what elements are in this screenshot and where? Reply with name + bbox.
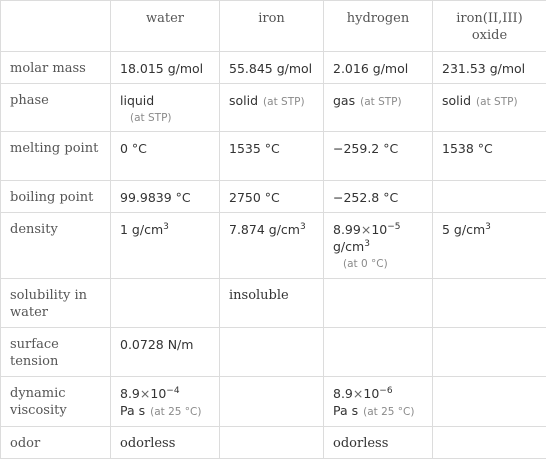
cell-water-boiling-point: 99.9839 °C xyxy=(111,181,220,213)
cell-water-dynamic-viscosity xyxy=(111,377,220,427)
row-label-melting-point: melting point xyxy=(1,132,111,181)
cell-iron-oxide-dynamic-viscosity xyxy=(433,377,546,427)
cell-water-melting-point: 0 °C xyxy=(111,132,220,181)
cell-water-odor: odorless xyxy=(111,427,220,459)
row-label-surface-tension: surface tension xyxy=(1,328,111,377)
row-solubility xyxy=(1,279,546,328)
row-phase xyxy=(1,84,546,132)
cell-iron-molar-mass: 55.845 g/mol xyxy=(220,52,324,84)
row-label-molar-mass: molar mass xyxy=(1,52,111,84)
cell-iron-oxide-odor xyxy=(433,427,546,459)
density-unit: g/cm xyxy=(333,239,365,254)
row-density xyxy=(1,213,546,279)
power-exponent: −5 xyxy=(387,222,401,233)
row-label-solubility: solubility in water xyxy=(1,279,111,328)
cell-iron-boiling-point: 2750 °C xyxy=(220,181,324,213)
power-exponent: −4 xyxy=(166,386,180,397)
column-header-iron-oxide: iron(II,III) oxide xyxy=(433,1,546,52)
cell-water-molar-mass: 18.015 g/mol xyxy=(111,52,220,84)
unit-exponent: 3 xyxy=(163,222,169,233)
row-label-dynamic-viscosity: dynamic viscosity xyxy=(1,377,111,427)
cell-iron-oxide-melting-point: 1538 °C xyxy=(433,132,546,181)
cell-hydrogen-phase xyxy=(324,84,433,132)
cell-iron-dynamic-viscosity xyxy=(220,377,324,427)
viscosity-unit: Pa s xyxy=(333,403,359,418)
cell-iron-oxide-solubility xyxy=(433,279,546,328)
cell-water-solubility xyxy=(111,279,220,328)
column-header-water: water xyxy=(111,1,220,52)
cell-iron-oxide-surface-tension xyxy=(433,328,546,377)
cell-hydrogen-boiling-point: −252.8 °C xyxy=(324,181,433,213)
row-label-phase: phase xyxy=(1,84,111,132)
times-sign: × xyxy=(352,386,364,401)
row-surface-tension xyxy=(1,328,546,377)
viscosity-unit: Pa s xyxy=(120,403,146,418)
cell-iron-solubility: insoluble xyxy=(220,279,324,328)
phase-condition: (at STP) xyxy=(263,96,305,108)
cell-iron-oxide-density xyxy=(433,213,546,279)
row-dynamic-viscosity xyxy=(1,377,546,427)
row-melting-point xyxy=(1,132,546,181)
cell-iron-oxide-boiling-point xyxy=(433,181,546,213)
cell-iron-melting-point: 1535 °C xyxy=(220,132,324,181)
phase-value: gas xyxy=(333,93,356,108)
cell-hydrogen-odor: odorless xyxy=(324,427,433,459)
times-sign: × xyxy=(139,386,151,401)
density-value: 7.874 g/cm xyxy=(229,222,300,237)
row-label-odor: odor xyxy=(1,427,111,459)
phase-value: solid xyxy=(229,93,259,108)
header-corner-cell xyxy=(1,1,111,52)
density-value: 1 g/cm xyxy=(120,222,164,237)
cell-iron-surface-tension xyxy=(220,328,324,377)
column-header-hydrogen: hydrogen xyxy=(324,1,433,52)
viscosity-mantissa: 8.9 xyxy=(120,386,140,401)
phase-condition: (at STP) xyxy=(360,96,402,108)
cell-iron-oxide-phase xyxy=(433,84,546,132)
cell-hydrogen-surface-tension xyxy=(324,328,433,377)
cell-iron-odor xyxy=(220,427,324,459)
cell-water-phase xyxy=(111,84,220,132)
phase-value: liquid xyxy=(120,93,155,108)
viscosity-condition: (at 25 °C) xyxy=(363,406,415,418)
power-base: 10 xyxy=(363,386,380,401)
header-row xyxy=(1,1,546,52)
cell-iron-oxide-molar-mass: 231.53 g/mol xyxy=(433,52,546,84)
power-base: 10 xyxy=(150,386,167,401)
viscosity-condition: (at 25 °C) xyxy=(150,406,202,418)
power-base: 10 xyxy=(371,222,388,237)
column-header-iron: iron xyxy=(220,1,324,52)
row-molar-mass xyxy=(1,52,546,84)
row-odor xyxy=(1,427,546,459)
cell-iron-phase xyxy=(220,84,324,132)
density-mantissa: 8.99 xyxy=(333,222,361,237)
density-value: 5 g/cm xyxy=(442,222,486,237)
times-sign: × xyxy=(360,222,372,237)
cell-hydrogen-dynamic-viscosity xyxy=(324,377,433,427)
cell-hydrogen-solubility xyxy=(324,279,433,328)
row-boiling-point xyxy=(1,181,546,213)
cell-hydrogen-melting-point: −259.2 °C xyxy=(324,132,433,181)
cell-water-surface-tension: 0.0728 N/m xyxy=(111,328,220,377)
cell-water-density xyxy=(111,213,220,279)
power-exponent: −6 xyxy=(379,386,393,397)
cell-iron-density xyxy=(220,213,324,279)
unit-exponent: 3 xyxy=(485,222,491,233)
phase-condition: (at STP) xyxy=(130,112,172,124)
row-label-density: density xyxy=(1,213,111,279)
phase-value: solid xyxy=(442,93,472,108)
phase-condition: (at STP) xyxy=(476,96,518,108)
cell-hydrogen-density xyxy=(324,213,433,279)
viscosity-mantissa: 8.9 xyxy=(333,386,353,401)
row-label-boiling-point: boiling point xyxy=(1,181,111,213)
unit-exponent: 3 xyxy=(299,222,306,233)
unit-exponent: 3 xyxy=(364,239,370,250)
density-condition: (at 0 °C) xyxy=(343,258,388,270)
cell-hydrogen-molar-mass: 2.016 g/mol xyxy=(324,52,433,84)
